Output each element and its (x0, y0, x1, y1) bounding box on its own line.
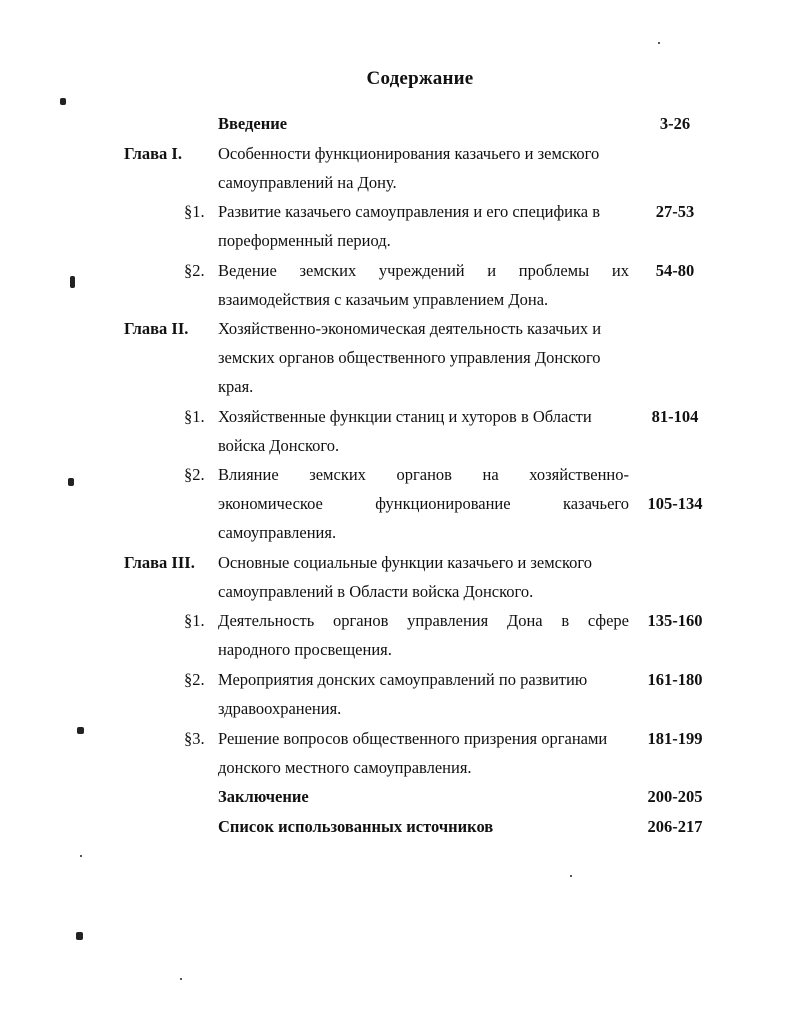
chapter2-title-line1: Хозяйственно-экономическая деятельность казачьих и (218, 319, 602, 338)
word: на (482, 465, 499, 484)
intro-pages: 3-26 (659, 114, 691, 133)
chapter1-s2-line1 (218, 261, 629, 281)
word: органов (396, 465, 452, 484)
chapter2-s1-line2: войска Донского. (218, 436, 340, 455)
word: хозяйственно- (529, 465, 629, 484)
scan-speck (77, 727, 84, 734)
sources-pages: 206-217 (647, 817, 703, 836)
word: земских (309, 465, 366, 484)
chapter1-title-line1: Особенности функционирования казачьего и земского (218, 144, 600, 163)
chapter2-s2-line3: самоуправления. (218, 523, 337, 542)
scan-speck (76, 932, 83, 940)
word: Ведение (218, 261, 277, 280)
chapter3-title-line1: Основные социальные функции казачьего и земского (218, 553, 593, 572)
chapter2-title-line3: края. (218, 377, 254, 396)
word: Деятельность (218, 611, 315, 630)
chapter1-s2-line2: взаимодействия с казачьим управлением Дона. (218, 290, 549, 309)
chapter3-s2-line2: здравоохранения. (218, 699, 342, 718)
word: проблемы (518, 261, 590, 280)
chapter1-s2-num: §2. (184, 261, 205, 280)
scan-speck (570, 875, 572, 877)
chapter1-s1-pages: 27-53 (655, 202, 695, 221)
word: и (487, 261, 497, 280)
conclusion-label: Заключение (218, 787, 309, 806)
chapter3-s3-num: §3. (184, 729, 205, 748)
chapter3-label: Глава III. (124, 553, 195, 572)
chapter3-s1-pages: 135-160 (647, 611, 703, 630)
chapter2-s1-pages: 81-104 (651, 407, 699, 426)
word: учреждений (378, 261, 465, 280)
word: функционирование (375, 494, 511, 513)
chapter2-label: Глава II. (124, 319, 189, 338)
chapter2-s1-line1: Хозяйственные функции станиц и хуторов в Области (218, 407, 592, 426)
intro-label: Введение (218, 114, 288, 133)
chapter2-s2-line2 (218, 494, 629, 514)
chapter1-s1-line1: Развитие казачьего самоуправления и его специфика в (218, 202, 601, 221)
chapter1-s2-pages: 54-80 (655, 261, 695, 280)
word: земских (299, 261, 357, 280)
word: в (561, 611, 570, 630)
chapter3-s2-num: §2. (184, 670, 205, 689)
chapter3-s2-line1: Мероприятия донских самоуправлений по развитию (218, 670, 588, 689)
scan-speck (68, 478, 74, 486)
chapter3-s2-pages: 161-180 (647, 670, 703, 689)
word: экономическое (218, 494, 323, 513)
chapter2-s2-line1 (218, 465, 629, 485)
chapter2-title-line2: земских органов общественного управления Донского (218, 348, 601, 367)
scan-speck (70, 276, 75, 288)
chapter1-s1-line2: пореформенный период. (218, 231, 391, 250)
word: Влияние (218, 465, 279, 484)
chapter2-s1-num: §1. (184, 407, 205, 426)
chapter1-s1-num: §1. (184, 202, 205, 221)
conclusion-pages: 200-205 (647, 787, 703, 806)
sources-label: Список использованных источников (218, 817, 494, 836)
chapter1-title-line2: самоуправлений на Дону. (218, 173, 397, 192)
word: их (611, 261, 629, 280)
scan-speck (658, 42, 660, 44)
chapter3-s3-line1: Решение вопросов общественного призрения органами (218, 729, 608, 748)
chapter2-s2-num: §2. (184, 465, 205, 484)
scan-speck (180, 978, 182, 980)
word: органов (332, 611, 389, 630)
chapter2-s2-pages: 105-134 (647, 494, 703, 513)
word: управления (407, 611, 489, 630)
chapter3-s1-line2: народного просвещения. (218, 640, 392, 659)
chapter3-s3-pages: 181-199 (647, 729, 703, 748)
chapter3-title-line2: самоуправлений в Области войска Донского. (218, 582, 534, 601)
scan-speck (80, 855, 82, 857)
scan-speck (60, 98, 66, 105)
chapter3-s1-line1 (218, 611, 629, 631)
word: Дона (506, 611, 543, 630)
chapter3-s1-num: §1. (184, 611, 205, 630)
page-title: Содержание (366, 68, 474, 89)
chapter1-label: Глава I. (124, 144, 182, 163)
chapter3-s3-line2: донского местного самоуправления. (218, 758, 472, 777)
word: сфере (587, 611, 629, 630)
word: казачьего (562, 494, 629, 513)
